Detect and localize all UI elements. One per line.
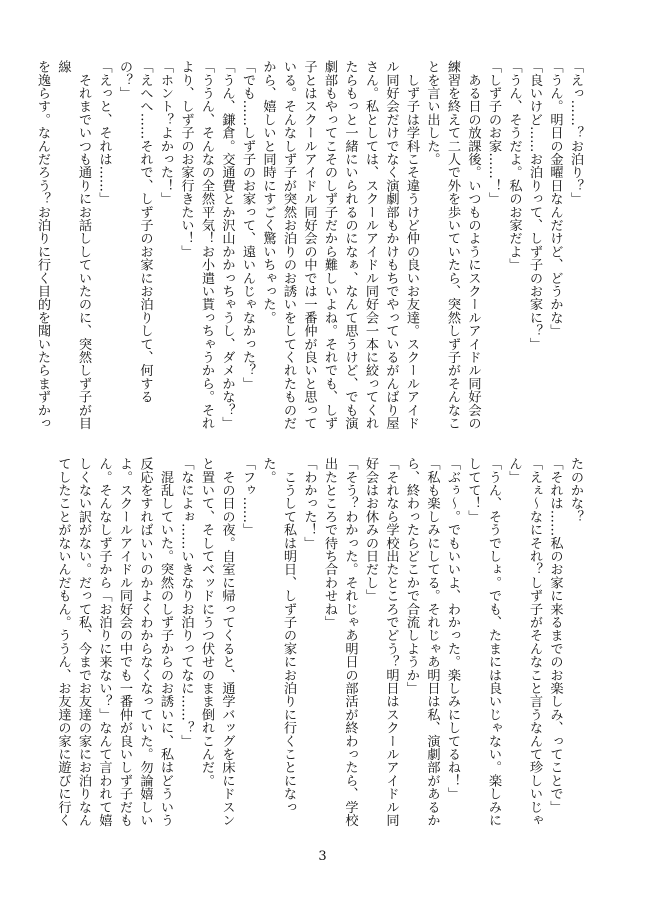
text-line: とを言い出した。	[424, 60, 440, 166]
text-line: よ。スクールアイドル同好会の中でも一番仲が良いしず子だも	[117, 457, 132, 827]
text-line: 「フゥ……」	[240, 457, 255, 537]
text-line: 「それは……私のお家に来るまでのお楽しみ、ってことで」	[547, 457, 563, 814]
text-line: 「ぶぅ〜。でもいいよ、わかった。楽しみにしてるね！」	[445, 457, 460, 801]
text-line: それまでいつも通りにお話ししていたのに、突然しず子が目線	[55, 60, 91, 430]
text-line: ら、終わったらどこかで合流しようか」	[404, 457, 419, 695]
text-line: 「うん。明日の金曜日なんだけど、どうかな」	[547, 60, 563, 338]
text-line: ん。そんなしず子から「お泊りに来ない？」なんて言われて嬉	[96, 457, 112, 827]
text-line: 好会はお休みの日だし」	[363, 457, 378, 603]
text-line: から、嬉しいと同時にすごく驚いちゃった。	[260, 60, 276, 324]
text-line: 「しず子のお家……！」	[486, 60, 501, 206]
text-line: 「えっ……？お泊り？」	[568, 60, 583, 206]
page-number: 3	[318, 849, 327, 864]
text-line: 出たところで待ち合わせね」	[322, 457, 337, 629]
text-line: 「うん、鎌倉。交通費とか沢山かかっちゃうし、ダメかな？」	[219, 60, 235, 430]
text-line: を逸らす。なんだろう？お泊りに行く目的を聞いたらまずかっ	[35, 60, 50, 430]
text-line: 「うん、そうでしょ。でも、たまには良いじゃない。楽しみに	[486, 457, 501, 827]
text-line: 混乱していた。突然のしず子からのお誘いに、私はどういう	[158, 457, 173, 827]
text-line: ん」	[506, 457, 522, 484]
text-line: 練習を終えて二人で外を歩いていたら、突然しず子がそんなこ	[445, 60, 460, 430]
text-line: 「えぇ〜なにそれ？しず子がそんなこと言うなんて珍しいじゃ	[527, 457, 542, 827]
text-line: 「ううん、そんなの全然平気！お小遣い貰っちゃうから。それ	[199, 60, 214, 430]
text-line: たらもっと一緒にいられるのになぁ、なんて思うけど、でも演	[342, 60, 358, 430]
text-line: さん。私としては、スクールアイドル同好会一本に絞ってくれ	[363, 60, 378, 430]
text-line: と置いて、そしてベッドにうつ伏せのまま倒れこんだ。	[199, 457, 214, 787]
text-line: 反応をすればいいのかよくわからなくなっていた。勿論嬉しい	[137, 457, 153, 827]
text-line: 「でも……しず子のお家って、遠いんじゃなかった？」	[240, 60, 255, 390]
text-line: 「そう？わかった。それじゃあ明日の部活が終わったら、学校	[342, 457, 358, 827]
text-line: 「なによぉ……いきなりお泊りってなに……？」	[178, 457, 194, 748]
text-line: 「えへへ……それで、しず子のお家にお泊りして、何するの？」	[117, 60, 153, 404]
text-line: その日の夜。自室に帰ってくると、通学バッグを床にドスン	[219, 457, 235, 827]
text-line: いる。そんなしず子が突然お泊りのお誘いをしてくれたものだ	[281, 60, 296, 430]
text-line: 「えっと、それは……」	[96, 60, 112, 206]
text-line: ル同好会だけでなく演劇部もかけもちでやっているがんばり屋	[383, 60, 399, 430]
upper-text-block	[35, 60, 585, 434]
text-line: 「うん、そうだよ。私のお家だよ」	[506, 60, 522, 272]
text-line: たのかな？	[568, 457, 583, 523]
lower-text-block	[55, 457, 585, 831]
text-line: 劇部もやってこそのしず子だから難しいよね。それでも、しず	[322, 60, 337, 430]
text-line: より、しず子のお家行きたい！」	[178, 60, 194, 258]
text-line: 「私も楽しみにしてる。それじゃあ明日は私、演劇部があるか	[424, 457, 440, 827]
text-line: しくない訳がない。だって私、今までお友達の家にお泊りなん	[76, 457, 91, 827]
text-line: 「わかった！」	[301, 457, 317, 550]
text-line: 「ホント？よかった！」	[158, 60, 173, 206]
text-line: 「それなら学校出たところでどう？明日はスクールアイドル同	[383, 457, 399, 827]
text-line: ある日の放課後。いつものようにスクールアイドル同好会の	[465, 60, 481, 430]
text-line: こうして私は明日、しず子の家にお泊りに行くことになった。	[260, 457, 296, 814]
text-line: てしたことがないんだもん。ううん、お友達の家に遊びに行く	[55, 457, 71, 827]
text-line: 子とはスクールアイドル同好会の中では一番仲が良いと思って	[301, 60, 317, 430]
text-line: しず子は学科こそ違うけど仲の良いお友達。スクールアイド	[404, 60, 419, 430]
text-line: してて！」	[465, 457, 481, 523]
text-line: 「良いけど……お泊りって、しず子のお家に？」	[527, 60, 542, 351]
